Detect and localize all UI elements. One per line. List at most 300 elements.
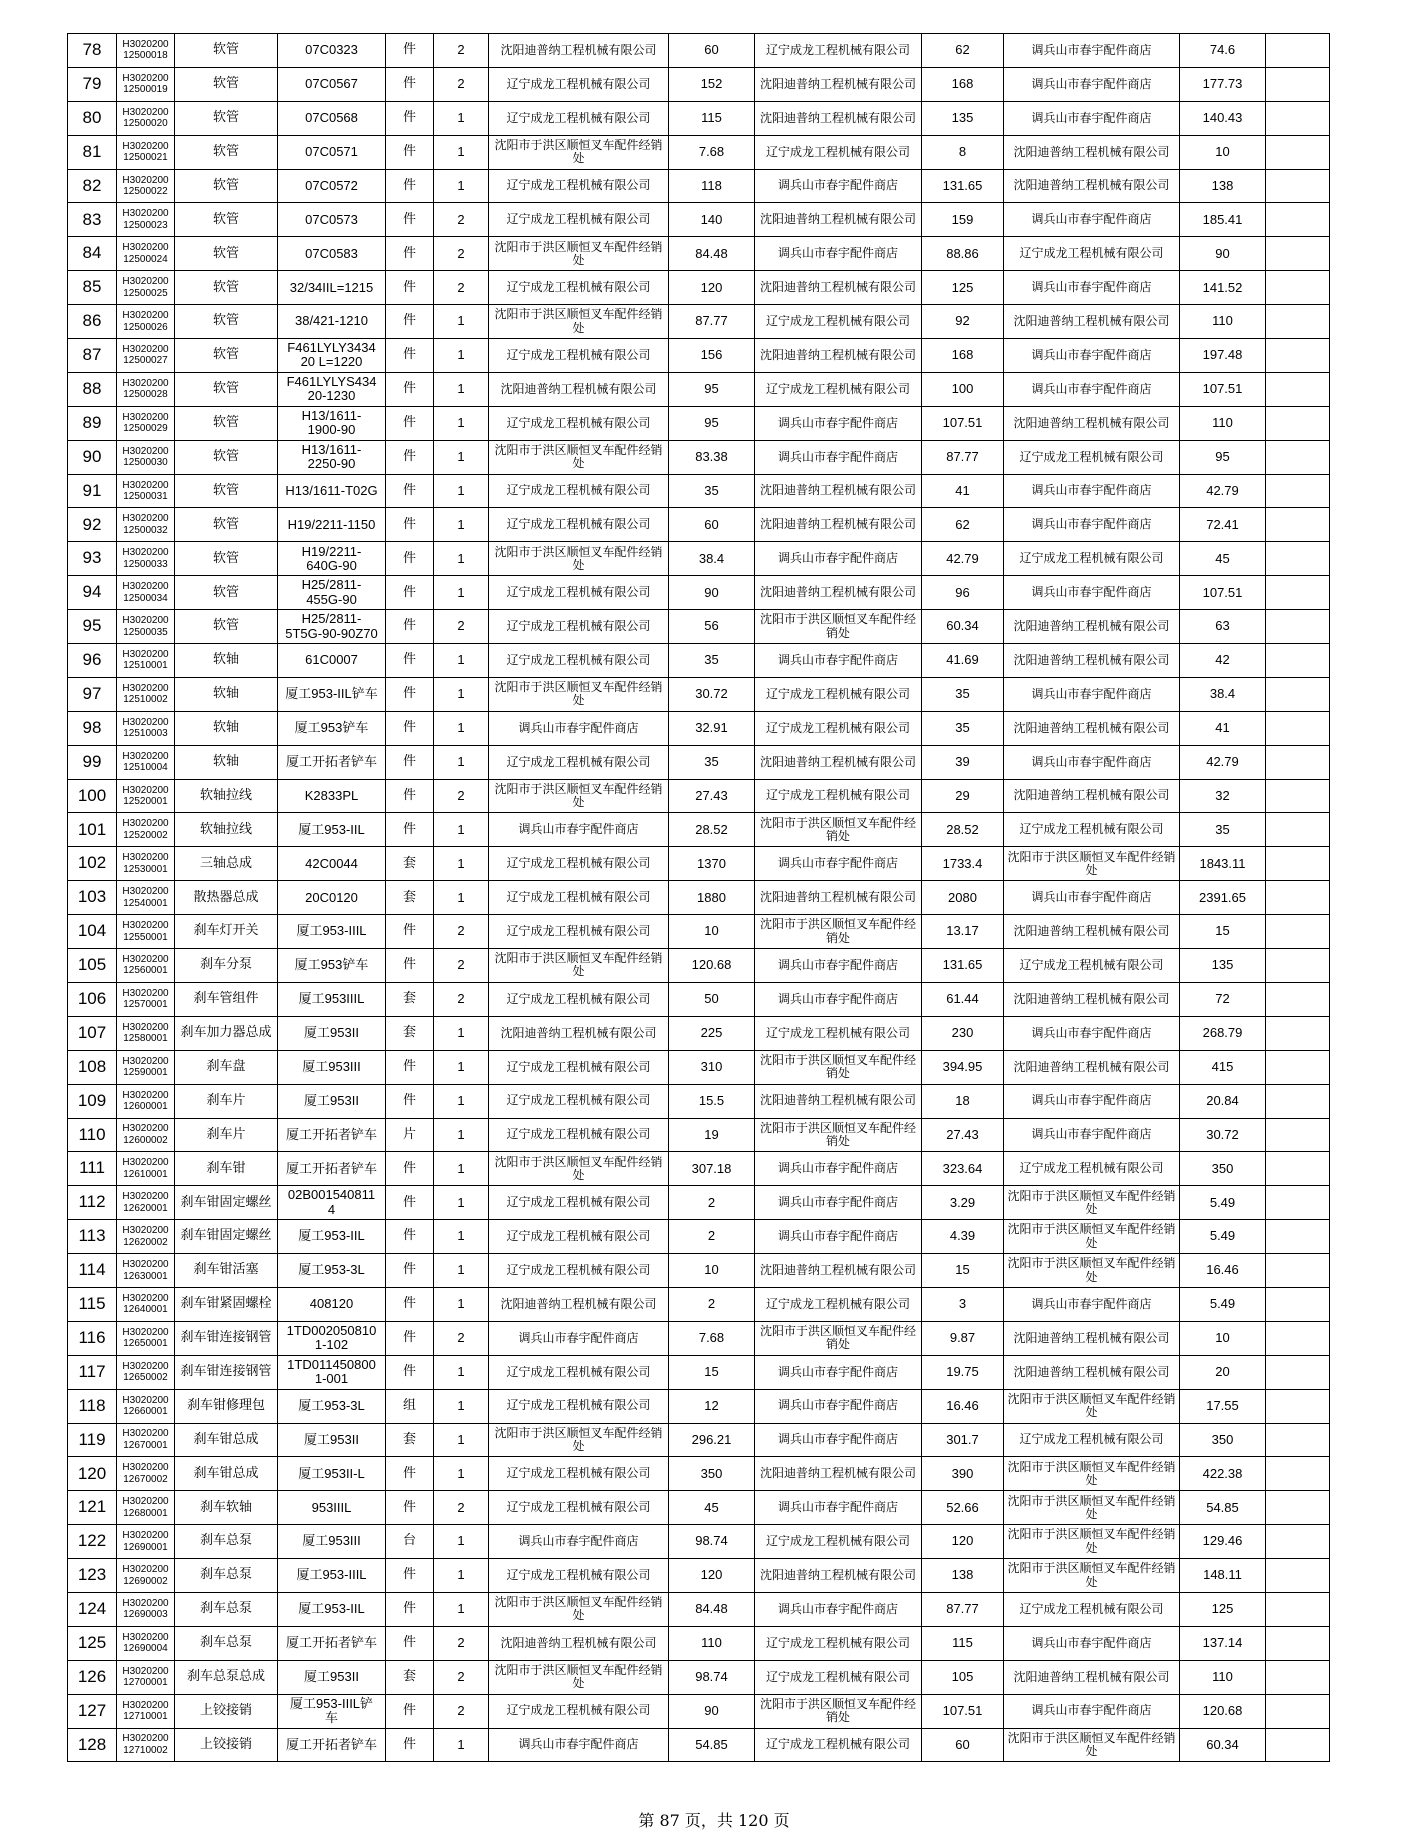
row-number-cell: 83 <box>68 203 117 237</box>
row-number-cell: 123 <box>68 1559 117 1593</box>
price-2-cell: 168 <box>922 67 1004 101</box>
table-row <box>68 1321 1330 1355</box>
supplier-3-cell: 调兵山市春宇配件商店 <box>1004 576 1180 610</box>
item-quantity-cell: 2 <box>434 237 489 271</box>
row-number-cell: 124 <box>68 1592 117 1626</box>
row-number-cell: 85 <box>68 271 117 305</box>
item-code-cell: H3020200 12650002 <box>117 1355 175 1389</box>
supplier-3-cell: 沈阳迪普纳工程机械有限公司 <box>1004 779 1180 813</box>
table-row <box>68 1050 1330 1084</box>
row-number-cell: 116 <box>68 1321 117 1355</box>
item-spec-cell: H19/2211-1150 <box>278 508 386 542</box>
item-quantity-cell: 1 <box>434 406 489 440</box>
price-3-cell: 107.51 <box>1180 576 1266 610</box>
supplier-1-cell: 辽宁成龙工程机械有限公司 <box>489 847 669 881</box>
supplier-1-cell: 辽宁成龙工程机械有限公司 <box>489 1220 669 1254</box>
item-unit-cell: 件 <box>386 677 434 711</box>
table-row <box>68 1389 1330 1423</box>
supplier-1-cell: 沈阳市于洪区顺恒叉车配件经销处 <box>489 1592 669 1626</box>
item-unit-cell: 件 <box>386 406 434 440</box>
supplier-3-cell: 沈阳迪普纳工程机械有限公司 <box>1004 1355 1180 1389</box>
price-3-cell: 350 <box>1180 1423 1266 1457</box>
item-quantity-cell: 1 <box>434 1084 489 1118</box>
remarks-cell <box>1266 576 1330 610</box>
supplier-2-cell: 调兵山市春宇配件商店 <box>755 1220 922 1254</box>
supplier-1-cell: 沈阳市于洪区顺恒叉车配件经销处 <box>489 1152 669 1186</box>
item-quantity-cell: 1 <box>434 677 489 711</box>
price-1-cell: 98.74 <box>669 1525 755 1559</box>
item-name-cell: 软管 <box>175 576 278 610</box>
price-3-cell: 15 <box>1180 915 1266 949</box>
item-quantity-cell: 1 <box>434 101 489 135</box>
item-spec-cell: 02B001540811 4 <box>278 1186 386 1220</box>
price-1-cell: 2 <box>669 1186 755 1220</box>
price-2-cell: 19.75 <box>922 1355 1004 1389</box>
item-spec-cell: 厦工953-3L <box>278 1389 386 1423</box>
supplier-3-cell: 沈阳迪普纳工程机械有限公司 <box>1004 1050 1180 1084</box>
supplier-1-cell: 辽宁成龙工程机械有限公司 <box>489 1389 669 1423</box>
table-row <box>68 67 1330 101</box>
price-3-cell: 74.6 <box>1180 34 1266 68</box>
item-quantity-cell: 1 <box>434 745 489 779</box>
item-code-cell: H3020200 12500022 <box>117 169 175 203</box>
supplier-3-cell: 调兵山市春宇配件商店 <box>1004 34 1180 68</box>
item-unit-cell: 套 <box>386 1016 434 1050</box>
price-1-cell: 115 <box>669 101 755 135</box>
item-code-cell: H3020200 12500034 <box>117 576 175 610</box>
row-number-cell: 79 <box>68 67 117 101</box>
item-quantity-cell: 1 <box>434 169 489 203</box>
item-spec-cell: H19/2211- 640G-90 <box>278 542 386 576</box>
price-2-cell: 168 <box>922 339 1004 373</box>
item-spec-cell: 厦工开拓者铲车 <box>278 1152 386 1186</box>
item-name-cell: 刹车钳总成 <box>175 1423 278 1457</box>
price-1-cell: 120 <box>669 1559 755 1593</box>
row-number-cell: 125 <box>68 1626 117 1660</box>
row-number-cell: 98 <box>68 711 117 745</box>
item-spec-cell: 厦工953II <box>278 1016 386 1050</box>
table-row <box>68 1457 1330 1491</box>
item-quantity-cell: 1 <box>434 542 489 576</box>
item-quantity-cell: 1 <box>434 1016 489 1050</box>
table-row <box>68 1559 1330 1593</box>
item-unit-cell: 件 <box>386 474 434 508</box>
row-number-cell: 96 <box>68 644 117 678</box>
price-2-cell: 87.77 <box>922 1592 1004 1626</box>
supplier-3-cell: 沈阳迪普纳工程机械有限公司 <box>1004 305 1180 339</box>
item-name-cell: 软管 <box>175 271 278 305</box>
supplier-3-cell: 调兵山市春宇配件商店 <box>1004 745 1180 779</box>
row-number-cell: 118 <box>68 1389 117 1423</box>
item-code-cell: H3020200 12500031 <box>117 474 175 508</box>
table-row <box>68 610 1330 644</box>
item-quantity-cell: 1 <box>434 1525 489 1559</box>
item-spec-cell: 07C0571 <box>278 135 386 169</box>
supplier-2-cell: 沈阳市于洪区顺恒叉车配件经销处 <box>755 813 922 847</box>
item-quantity-cell: 1 <box>434 847 489 881</box>
remarks-cell <box>1266 847 1330 881</box>
item-name-cell: 软管 <box>175 440 278 474</box>
item-name-cell: 软管 <box>175 508 278 542</box>
item-spec-cell: 厦工953IIIL <box>278 982 386 1016</box>
remarks-cell <box>1266 915 1330 949</box>
item-code-cell: H3020200 12500025 <box>117 271 175 305</box>
price-1-cell: 225 <box>669 1016 755 1050</box>
remarks-cell <box>1266 644 1330 678</box>
price-2-cell: 230 <box>922 1016 1004 1050</box>
supplier-3-cell: 调兵山市春宇配件商店 <box>1004 372 1180 406</box>
supplier-2-cell: 沈阳市于洪区顺恒叉车配件经销处 <box>755 610 922 644</box>
price-1-cell: 87.77 <box>669 305 755 339</box>
remarks-cell <box>1266 813 1330 847</box>
supplier-2-cell: 调兵山市春宇配件商店 <box>755 1423 922 1457</box>
price-2-cell: 8 <box>922 135 1004 169</box>
price-2-cell: 15 <box>922 1254 1004 1288</box>
price-3-cell: 422.38 <box>1180 1457 1266 1491</box>
remarks-cell <box>1266 542 1330 576</box>
table-row <box>68 677 1330 711</box>
remarks-cell <box>1266 610 1330 644</box>
item-code-cell: H3020200 12580001 <box>117 1016 175 1050</box>
item-spec-cell: 厦工953-IIL <box>278 1220 386 1254</box>
supplier-2-cell: 调兵山市春宇配件商店 <box>755 1389 922 1423</box>
price-2-cell: 42.79 <box>922 542 1004 576</box>
supplier-2-cell: 调兵山市春宇配件商店 <box>755 440 922 474</box>
supplier-3-cell: 辽宁成龙工程机械有限公司 <box>1004 813 1180 847</box>
item-unit-cell: 件 <box>386 1626 434 1660</box>
item-spec-cell: 厦工953II-L <box>278 1457 386 1491</box>
item-code-cell: H3020200 12690001 <box>117 1525 175 1559</box>
table-row <box>68 305 1330 339</box>
row-number-cell: 113 <box>68 1220 117 1254</box>
item-name-cell: 软管 <box>175 339 278 373</box>
item-name-cell: 软轴拉线 <box>175 813 278 847</box>
item-quantity-cell: 2 <box>434 1626 489 1660</box>
price-1-cell: 156 <box>669 339 755 373</box>
remarks-cell <box>1266 1660 1330 1694</box>
row-number-cell: 100 <box>68 779 117 813</box>
supplier-3-cell: 沈阳市于洪区顺恒叉车配件经销处 <box>1004 1186 1180 1220</box>
supplier-3-cell: 调兵山市春宇配件商店 <box>1004 677 1180 711</box>
supplier-2-cell: 辽宁成龙工程机械有限公司 <box>755 1660 922 1694</box>
supplier-1-cell: 沈阳市于洪区顺恒叉车配件经销处 <box>489 779 669 813</box>
supplier-1-cell: 辽宁成龙工程机械有限公司 <box>489 1559 669 1593</box>
supplier-1-cell: 沈阳迪普纳工程机械有限公司 <box>489 1016 669 1050</box>
supplier-3-cell: 辽宁成龙工程机械有限公司 <box>1004 542 1180 576</box>
row-number-cell: 94 <box>68 576 117 610</box>
supplier-1-cell: 辽宁成龙工程机械有限公司 <box>489 1186 669 1220</box>
price-1-cell: 10 <box>669 915 755 949</box>
table-row <box>68 1728 1330 1762</box>
price-1-cell: 350 <box>669 1457 755 1491</box>
supplier-1-cell: 辽宁成龙工程机械有限公司 <box>489 1491 669 1525</box>
table-row <box>68 576 1330 610</box>
price-3-cell: 415 <box>1180 1050 1266 1084</box>
supplier-2-cell: 调兵山市春宇配件商店 <box>755 237 922 271</box>
price-2-cell: 52.66 <box>922 1491 1004 1525</box>
item-quantity-cell: 1 <box>434 1118 489 1152</box>
remarks-cell <box>1266 203 1330 237</box>
supplier-1-cell: 辽宁成龙工程机械有限公司 <box>489 67 669 101</box>
item-code-cell: H3020200 12520001 <box>117 779 175 813</box>
price-2-cell: 107.51 <box>922 406 1004 440</box>
item-code-cell: H3020200 12500035 <box>117 610 175 644</box>
supplier-3-cell: 沈阳市于洪区顺恒叉车配件经销处 <box>1004 1220 1180 1254</box>
supplier-3-cell: 沈阳市于洪区顺恒叉车配件经销处 <box>1004 1254 1180 1288</box>
item-name-cell: 软管 <box>175 305 278 339</box>
supplier-2-cell: 沈阳迪普纳工程机械有限公司 <box>755 1084 922 1118</box>
price-2-cell: 3.29 <box>922 1186 1004 1220</box>
item-quantity-cell: 2 <box>434 779 489 813</box>
supplier-3-cell: 沈阳市于洪区顺恒叉车配件经销处 <box>1004 1491 1180 1525</box>
price-3-cell: 129.46 <box>1180 1525 1266 1559</box>
supplier-2-cell: 调兵山市春宇配件商店 <box>755 949 922 983</box>
remarks-cell <box>1266 1321 1330 1355</box>
supplier-3-cell: 沈阳迪普纳工程机械有限公司 <box>1004 169 1180 203</box>
supplier-2-cell: 辽宁成龙工程机械有限公司 <box>755 711 922 745</box>
table-row <box>68 1626 1330 1660</box>
quotation-table <box>67 33 1330 1762</box>
price-3-cell: 141.52 <box>1180 271 1266 305</box>
item-unit-cell: 套 <box>386 847 434 881</box>
item-quantity-cell: 2 <box>434 610 489 644</box>
item-name-cell: 软管 <box>175 372 278 406</box>
item-quantity-cell: 2 <box>434 271 489 305</box>
price-2-cell: 323.64 <box>922 1152 1004 1186</box>
price-2-cell: 87.77 <box>922 440 1004 474</box>
item-spec-cell: F461LYLY3434 20 L=1220 <box>278 339 386 373</box>
item-unit-cell: 台 <box>386 1525 434 1559</box>
item-quantity-cell: 2 <box>434 1491 489 1525</box>
row-number-cell: 99 <box>68 745 117 779</box>
item-spec-cell: H13/1611-T02G <box>278 474 386 508</box>
item-name-cell: 刹车灯开关 <box>175 915 278 949</box>
item-code-cell: H3020200 12690002 <box>117 1559 175 1593</box>
item-code-cell: H3020200 12700001 <box>117 1660 175 1694</box>
supplier-2-cell: 沈阳迪普纳工程机械有限公司 <box>755 508 922 542</box>
item-name-cell: 软轴 <box>175 711 278 745</box>
item-unit-cell: 件 <box>386 508 434 542</box>
remarks-cell <box>1266 1423 1330 1457</box>
supplier-3-cell: 沈阳迪普纳工程机械有限公司 <box>1004 915 1180 949</box>
supplier-1-cell: 调兵山市春宇配件商店 <box>489 813 669 847</box>
supplier-1-cell: 调兵山市春宇配件商店 <box>489 1728 669 1762</box>
price-3-cell: 17.55 <box>1180 1389 1266 1423</box>
item-spec-cell: 38/421-1210 <box>278 305 386 339</box>
item-code-cell: H3020200 12660001 <box>117 1389 175 1423</box>
supplier-3-cell: 调兵山市春宇配件商店 <box>1004 1016 1180 1050</box>
item-quantity-cell: 1 <box>434 305 489 339</box>
item-name-cell: 刹车分泵 <box>175 949 278 983</box>
row-number-cell: 104 <box>68 915 117 949</box>
price-3-cell: 72 <box>1180 982 1266 1016</box>
price-1-cell: 35 <box>669 474 755 508</box>
price-3-cell: 10 <box>1180 135 1266 169</box>
item-spec-cell: 厦工953-IIL <box>278 1592 386 1626</box>
supplier-2-cell: 沈阳市于洪区顺恒叉车配件经销处 <box>755 1694 922 1728</box>
item-unit-cell: 件 <box>386 34 434 68</box>
item-name-cell: 刹车钳活塞 <box>175 1254 278 1288</box>
item-code-cell: H3020200 12500029 <box>117 406 175 440</box>
remarks-cell <box>1266 881 1330 915</box>
item-spec-cell: H13/1611- 2250-90 <box>278 440 386 474</box>
item-quantity-cell: 1 <box>434 372 489 406</box>
price-1-cell: 15.5 <box>669 1084 755 1118</box>
remarks-cell <box>1266 339 1330 373</box>
item-name-cell: 刹车总泵总成 <box>175 1660 278 1694</box>
remarks-cell <box>1266 949 1330 983</box>
item-spec-cell: 07C0323 <box>278 34 386 68</box>
supplier-2-cell: 辽宁成龙工程机械有限公司 <box>755 1287 922 1321</box>
item-name-cell: 软轴拉线 <box>175 779 278 813</box>
supplier-3-cell: 调兵山市春宇配件商店 <box>1004 67 1180 101</box>
table-row <box>68 779 1330 813</box>
item-name-cell: 软管 <box>175 406 278 440</box>
price-2-cell: 131.65 <box>922 949 1004 983</box>
item-quantity-cell: 1 <box>434 1423 489 1457</box>
item-spec-cell: 953IIIL <box>278 1491 386 1525</box>
price-1-cell: 50 <box>669 982 755 1016</box>
item-unit-cell: 件 <box>386 1050 434 1084</box>
price-3-cell: 41 <box>1180 711 1266 745</box>
price-3-cell: 110 <box>1180 406 1266 440</box>
price-2-cell: 16.46 <box>922 1389 1004 1423</box>
price-1-cell: 12 <box>669 1389 755 1423</box>
supplier-2-cell: 辽宁成龙工程机械有限公司 <box>755 1525 922 1559</box>
item-spec-cell: 厦工953-IIL铲车 <box>278 677 386 711</box>
item-spec-cell: 厦工953铲车 <box>278 711 386 745</box>
supplier-2-cell: 辽宁成龙工程机械有限公司 <box>755 34 922 68</box>
item-spec-cell: 厦工953II <box>278 1660 386 1694</box>
remarks-cell <box>1266 406 1330 440</box>
table-row <box>68 1016 1330 1050</box>
supplier-2-cell: 调兵山市春宇配件商店 <box>755 1186 922 1220</box>
price-1-cell: 307.18 <box>669 1152 755 1186</box>
price-1-cell: 10 <box>669 1254 755 1288</box>
price-2-cell: 62 <box>922 508 1004 542</box>
table-row <box>68 1423 1330 1457</box>
item-unit-cell: 件 <box>386 1457 434 1491</box>
item-quantity-cell: 1 <box>434 576 489 610</box>
row-number-cell: 107 <box>68 1016 117 1050</box>
price-1-cell: 2 <box>669 1220 755 1254</box>
price-1-cell: 60 <box>669 34 755 68</box>
item-code-cell: H3020200 12620001 <box>117 1186 175 1220</box>
supplier-2-cell: 辽宁成龙工程机械有限公司 <box>755 372 922 406</box>
item-code-cell: H3020200 12500033 <box>117 542 175 576</box>
item-unit-cell: 件 <box>386 1491 434 1525</box>
item-name-cell: 刹车加力器总成 <box>175 1016 278 1050</box>
supplier-3-cell: 沈阳迪普纳工程机械有限公司 <box>1004 1321 1180 1355</box>
item-name-cell: 刹车软轴 <box>175 1491 278 1525</box>
item-spec-cell: 厦工953-IIIL铲 车 <box>278 1694 386 1728</box>
table-row <box>68 203 1330 237</box>
remarks-cell <box>1266 711 1330 745</box>
supplier-2-cell: 辽宁成龙工程机械有限公司 <box>755 1626 922 1660</box>
table-row <box>68 237 1330 271</box>
price-1-cell: 84.48 <box>669 1592 755 1626</box>
supplier-3-cell: 辽宁成龙工程机械有限公司 <box>1004 1423 1180 1457</box>
item-unit-cell: 套 <box>386 1660 434 1694</box>
remarks-cell <box>1266 1152 1330 1186</box>
item-spec-cell: 07C0572 <box>278 169 386 203</box>
item-quantity-cell: 1 <box>434 813 489 847</box>
price-1-cell: 310 <box>669 1050 755 1084</box>
supplier-1-cell: 沈阳迪普纳工程机械有限公司 <box>489 372 669 406</box>
remarks-cell <box>1266 1491 1330 1525</box>
remarks-cell <box>1266 745 1330 779</box>
remarks-cell <box>1266 1118 1330 1152</box>
item-unit-cell: 件 <box>386 1220 434 1254</box>
supplier-2-cell: 调兵山市春宇配件商店 <box>755 406 922 440</box>
supplier-2-cell: 调兵山市春宇配件商店 <box>755 1355 922 1389</box>
item-name-cell: 软管 <box>175 474 278 508</box>
supplier-2-cell: 沈阳市于洪区顺恒叉车配件经销处 <box>755 915 922 949</box>
table-row <box>68 508 1330 542</box>
item-name-cell: 软轴 <box>175 745 278 779</box>
remarks-cell <box>1266 1694 1330 1728</box>
item-spec-cell: 61C0007 <box>278 644 386 678</box>
price-2-cell: 4.39 <box>922 1220 1004 1254</box>
price-3-cell: 42 <box>1180 644 1266 678</box>
supplier-2-cell: 调兵山市春宇配件商店 <box>755 1592 922 1626</box>
price-1-cell: 7.68 <box>669 135 755 169</box>
item-code-cell: H3020200 12550001 <box>117 915 175 949</box>
table-row <box>68 1220 1330 1254</box>
item-unit-cell: 件 <box>386 135 434 169</box>
supplier-1-cell: 沈阳市于洪区顺恒叉车配件经销处 <box>489 135 669 169</box>
supplier-3-cell: 辽宁成龙工程机械有限公司 <box>1004 237 1180 271</box>
item-quantity-cell: 1 <box>434 135 489 169</box>
item-name-cell: 软管 <box>175 135 278 169</box>
row-number-cell: 114 <box>68 1254 117 1288</box>
item-spec-cell: K2833PL <box>278 779 386 813</box>
item-spec-cell: 厦工953II <box>278 1423 386 1457</box>
item-unit-cell: 件 <box>386 305 434 339</box>
supplier-3-cell: 辽宁成龙工程机械有限公司 <box>1004 949 1180 983</box>
supplier-3-cell: 调兵山市春宇配件商店 <box>1004 1694 1180 1728</box>
price-1-cell: 32.91 <box>669 711 755 745</box>
item-code-cell: H3020200 12500019 <box>117 67 175 101</box>
price-3-cell: 350 <box>1180 1152 1266 1186</box>
supplier-1-cell: 辽宁成龙工程机械有限公司 <box>489 203 669 237</box>
item-quantity-cell: 1 <box>434 1254 489 1288</box>
price-2-cell: 61.44 <box>922 982 1004 1016</box>
row-number-cell: 101 <box>68 813 117 847</box>
item-code-cell: H3020200 12530001 <box>117 847 175 881</box>
remarks-cell <box>1266 372 1330 406</box>
price-2-cell: 138 <box>922 1559 1004 1593</box>
supplier-3-cell: 辽宁成龙工程机械有限公司 <box>1004 440 1180 474</box>
supplier-2-cell: 沈阳迪普纳工程机械有限公司 <box>755 1254 922 1288</box>
supplier-3-cell: 沈阳市于洪区顺恒叉车配件经销处 <box>1004 847 1180 881</box>
item-unit-cell: 件 <box>386 1186 434 1220</box>
row-number-cell: 120 <box>68 1457 117 1491</box>
price-2-cell: 105 <box>922 1660 1004 1694</box>
price-2-cell: 115 <box>922 1626 1004 1660</box>
item-spec-cell: H25/2811- 455G-90 <box>278 576 386 610</box>
item-quantity-cell: 1 <box>434 1728 489 1762</box>
supplier-2-cell: 调兵山市春宇配件商店 <box>755 644 922 678</box>
supplier-3-cell: 沈阳迪普纳工程机械有限公司 <box>1004 644 1180 678</box>
item-unit-cell: 件 <box>386 610 434 644</box>
supplier-3-cell: 调兵山市春宇配件商店 <box>1004 881 1180 915</box>
item-quantity-cell: 2 <box>434 1660 489 1694</box>
price-2-cell: 135 <box>922 101 1004 135</box>
row-number-cell: 84 <box>68 237 117 271</box>
item-code-cell: H3020200 12500026 <box>117 305 175 339</box>
item-spec-cell: 厦工开拓者铲车 <box>278 1728 386 1762</box>
